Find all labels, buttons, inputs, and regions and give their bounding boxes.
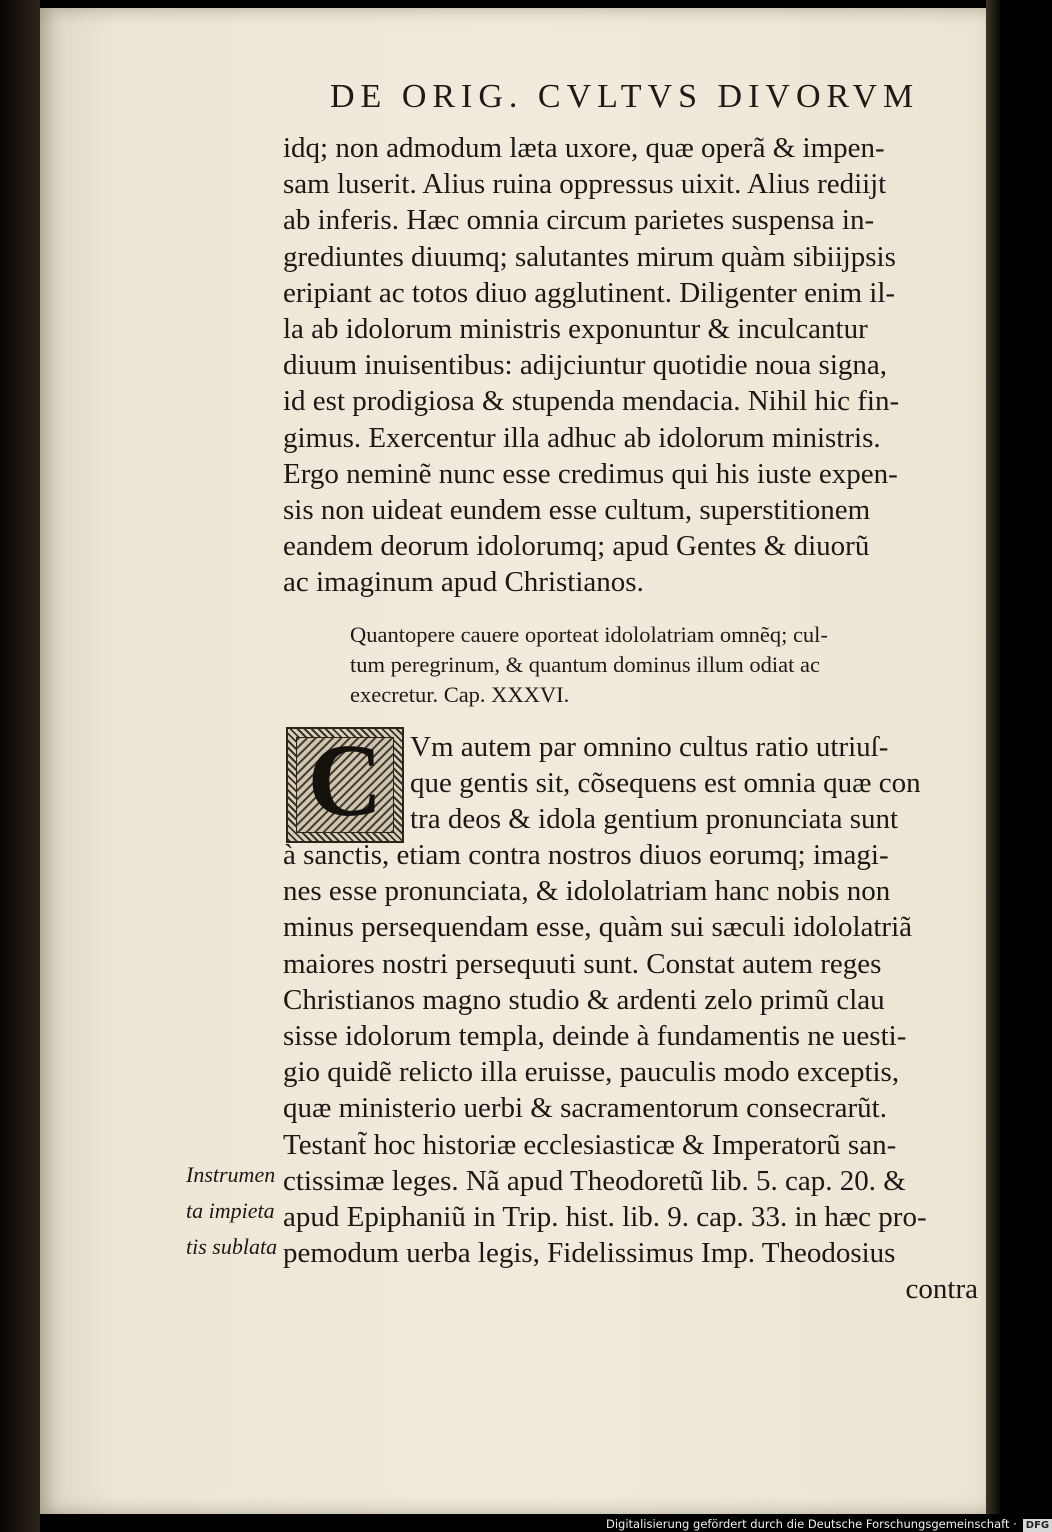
text-block-2 — [410, 729, 980, 838]
text-line: pemodum uerba legis, Fidelissimus Imp. Theodosius — [283, 1237, 896, 1270]
decorated-initial — [286, 723, 404, 843]
margin-note-line: tis sublata — [186, 1234, 278, 1260]
credit-text: Digitalisierung gefördert durch die Deutsche Forschungsgemeinschaft · — [606, 1517, 1017, 1531]
initial-letter: C — [307, 723, 383, 838]
text-line: que gentis sit, cõsequens est omnia quæ con — [410, 767, 921, 800]
running-head: DE ORIG. CVLTVS DIVORVM — [330, 78, 920, 115]
text-line: idq; non admodum læta uxore, quæ operã & impen- — [283, 132, 885, 164]
text-line: ac imaginum apud Christianos. — [283, 566, 644, 599]
text-line: tra deos & idola gentium pronunciata sunt — [410, 803, 899, 836]
text-line: grediuntes diuumq; salutantes mirum quàm sibiĳpsis — [283, 240, 896, 273]
page-edge — [986, 0, 1000, 1514]
text-line: maiores nostri persequuti sunt. Constat autem reges — [283, 947, 882, 980]
text-line: à sanctis, etiam contra nostros diuos eorumq; imagi- — [283, 839, 889, 871]
chapter-heading-line: execretur. Cap. XXXVI. — [350, 682, 570, 707]
text-line: minus persequendam esse, quàm sui sæculi idololatriã — [283, 911, 913, 944]
text-block-3 — [283, 837, 978, 1307]
chapter-heading-line: Quantopere cauere oporteat idololatriam omnẽq; cul- — [350, 622, 828, 647]
text-line: gimus. Exercentur illa adhuc ab idolorum ministris. — [283, 421, 881, 454]
text-line: Ergo neminẽ nunc esse credimus qui his iuste expen- — [283, 457, 898, 490]
margin-note-line: Instrumen — [186, 1162, 276, 1187]
text-block-1 — [283, 130, 978, 600]
text-line: nes esse pronunciata, & idololatriam hanc nobis non — [283, 875, 891, 908]
text-line: Testant̃ hoc historiæ ecclesiasticæ & Imperatorũ san- — [283, 1128, 897, 1161]
chapter-heading-line: tum peregrinum, & quantum dominus illum odiat ac — [350, 652, 820, 677]
text-line: sisse idolorum templa, deinde à fundamentis ne uesti- — [283, 1019, 907, 1052]
text-line: eripiant ac totos diuo agglutinent. Diligenter enim il- — [283, 276, 896, 309]
text-line: Christianos magno studio & ardenti zelo primũ clau — [283, 983, 885, 1016]
text-line: sis non uideat eundem esse cultum, superstitionem — [283, 493, 871, 526]
text-line: apud Epiphaniũ in Trip. hist. lib. 9. cap. 33. in hæc pro- — [283, 1200, 927, 1233]
text-line: id est prodigiosa & stupenda mendacia. Nihil hic fin- — [283, 385, 900, 418]
text-line: la ab idolorum ministris exponuntur & inculcantur — [283, 312, 868, 345]
text-line: eandem deorum idolorumq; apud Gentes & diuorũ — [283, 530, 870, 563]
book-spine — [0, 0, 40, 1532]
margin-note-line: ta impieta — [186, 1198, 275, 1224]
text-line: ctissimæ leges. Nã apud Theodoretũ lib. 5. cap. 20. & — [283, 1164, 906, 1197]
text-line: sam luserit. Alius ruina oppressus uixit. Alius rediĳt — [283, 168, 887, 201]
dfg-logo: DFG — [1023, 1519, 1052, 1532]
text-line: Vm autem par omnino cultus ratio utriuſ- — [410, 731, 889, 763]
catchword: contra — [905, 1273, 978, 1306]
chapter-heading — [350, 620, 950, 710]
text-line: gio quidẽ relicto illa eruisse, pauculis modo exceptis, — [283, 1056, 900, 1089]
text-line: quæ ministerio uerbi & sacramentorum consecrarũt. — [283, 1092, 887, 1125]
digitization-credit — [606, 1516, 1050, 1532]
text-line: diuum inuisentibus: adĳciuntur quotidie noua signa, — [283, 349, 888, 382]
text-line: ab inferis. Hæc omnia circum parietes suspensa in- — [283, 204, 875, 237]
margin-note — [186, 1157, 277, 1266]
